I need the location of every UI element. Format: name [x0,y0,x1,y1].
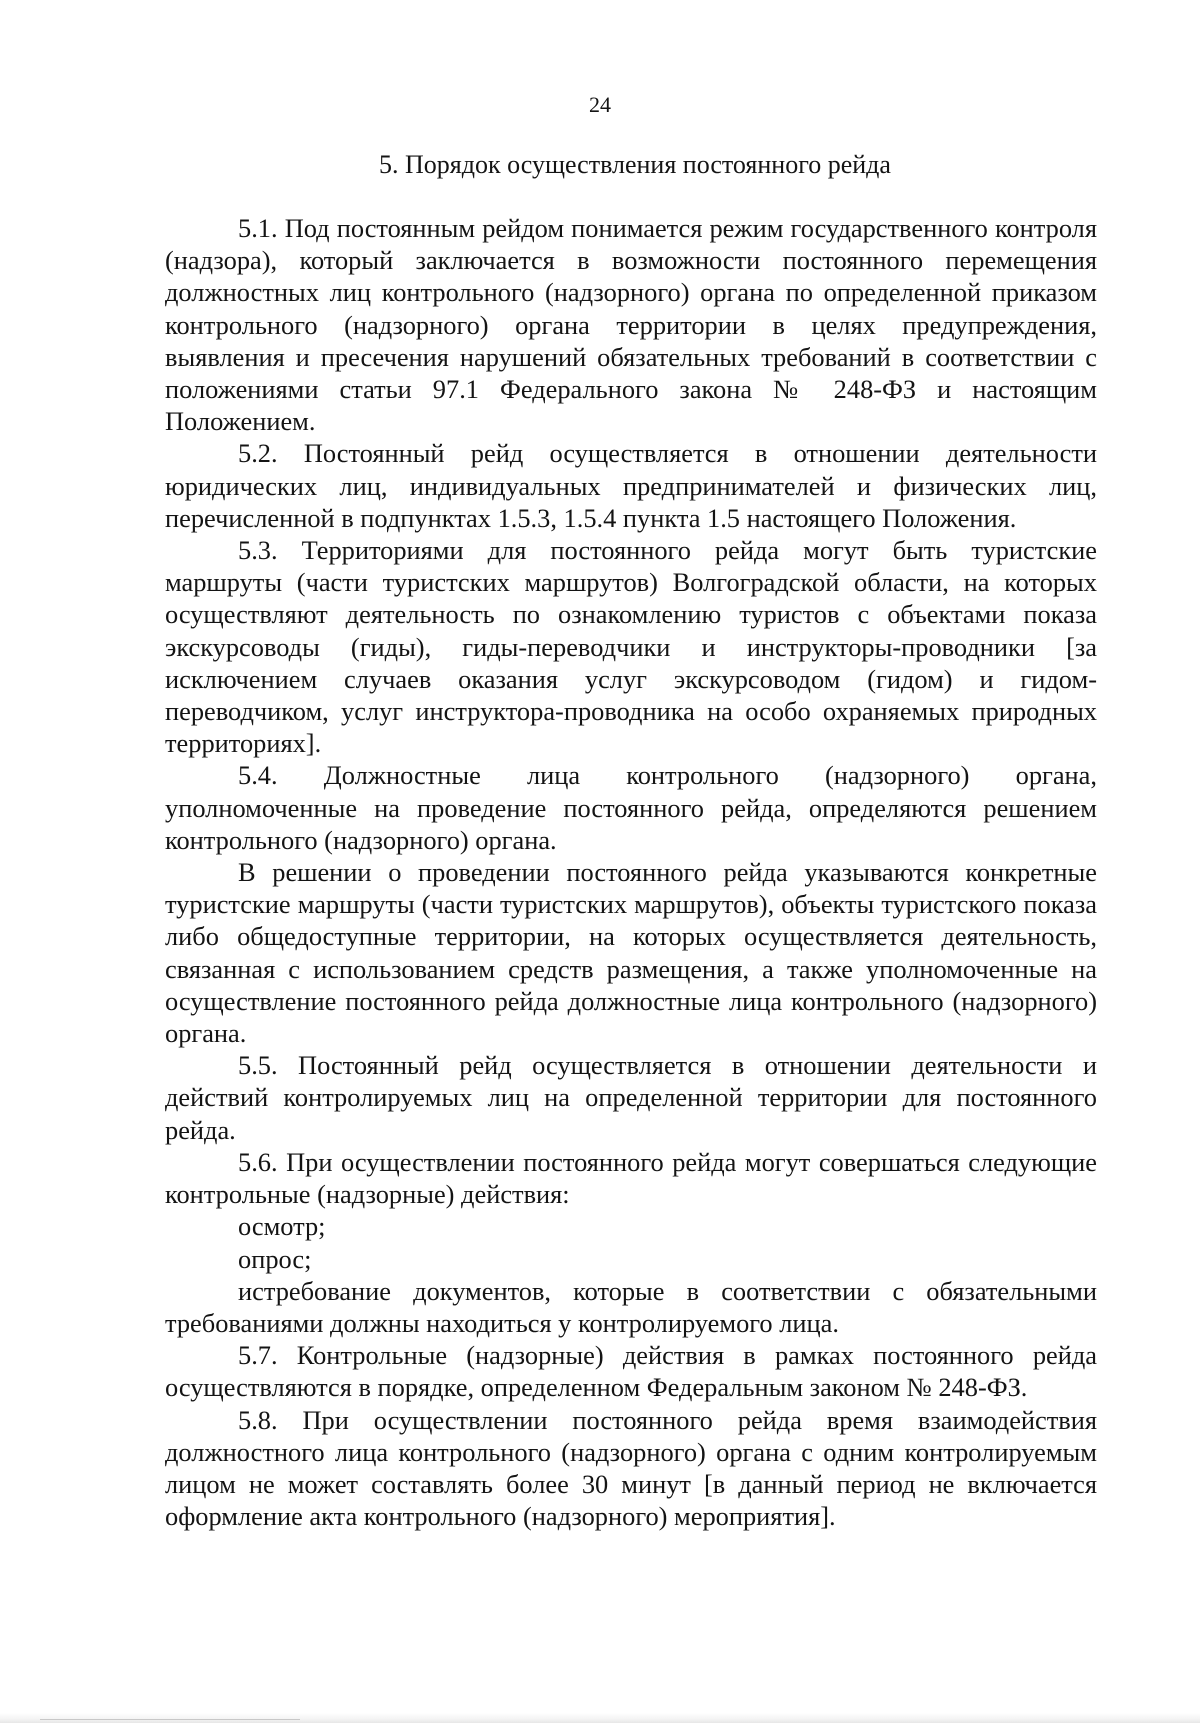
scan-bottom-edge [0,1713,1200,1723]
scan-edge-line [40,1719,300,1720]
list-item-document-request: истребование документов, которые в соответствии с обязательными требованиями должны находиться у контролируемого лица. [165,1275,1097,1338]
document-body [165,212,1097,1532]
list-item-inspection: осмотр; [238,1211,326,1242]
list-item-survey: опрос; [238,1243,312,1274]
paragraph-5-6: 5.6. При осуществлении постоянного рейда могут совершаться следующие контрольные (надзорные) действия: [165,1146,1097,1210]
paragraph-5-5: 5.5. Постоянный рейд осуществляется в отношении деятельности и действий контролируемых лиц на определенной территории для постоянного рейда. [165,1050,1097,1145]
page-number: 24 [589,92,611,117]
paragraph-5-1: 5.1. Под постоянным рейдом понимается режим государственного контроля (надзора), который заключается в возможности постоянного перемещения должностных лиц контрольного (надзорного) органа по определенной приказом контрольного (надзорного) органа территории в целях предупреждения, выявления и пресечения нарушений обязательных требований в соответствии с положениями статьи 97.1 Федерального закона № 248-ФЗ и настоящим Положением. [165,213,1097,437]
paragraph-5-4-decision: В решении о проведении постоянного рейда указываются конкретные туристские маршруты (части туристских маршрутов), объекты туристского показа либо общедоступные территории, на которых осуществляется деятельность, связанная с использованием средств размещения, а также уполномоченные на осуществление постоянного рейда должностные лица контрольного (надзорного) органа. [165,857,1097,1049]
paragraph-5-4: 5.4. Должностные лица контрольного (надзорного) органа, уполномоченные на проведение постоянного рейда, определяются решением контрольного (надзорного) органа. [165,760,1097,855]
paragraph-5-7: 5.7. Контрольные (надзорные) действия в рамках постоянного рейда осуществляются в порядке, определенном Федеральным законом № 248-ФЗ. [165,1340,1097,1403]
paragraph-5-8: 5.8. При осуществлении постоянного рейда время взаимодействия должностного лица контрольного (надзорного) органа с одним контролируемым лицом не может составлять более 30 минут [в данный период не включается оформление акта контрольного (надзорного) мероприятия]. [165,1404,1097,1532]
paragraph-5-2: 5.2. Постоянный рейд осуществляется в отношении деятельности юридических лиц, индивидуальных предпринимателей и физических лиц, перечисленной в подпунктах 1.5.3, 1.5.4 пункта 1.5 настоящего Положения. [165,438,1097,533]
paragraph-5-3: 5.3. Территориями для постоянного рейда могут быть туристские маршруты (части туристских маршрутов) Волгоградской области, на которых осуществляют деятельность по ознакомлению туристов с объектами показа экскурсоводы (гиды), гиды-переводчики и инструкторы-проводники [за исключением случаев оказания услуг экскурсоводом (гидом) и гидом-переводчиком, услуг инструктора-проводника на особо охраняемых природных территориях]. [165,535,1097,759]
section-heading: 5. Порядок осуществления постоянного рейда [379,150,891,179]
